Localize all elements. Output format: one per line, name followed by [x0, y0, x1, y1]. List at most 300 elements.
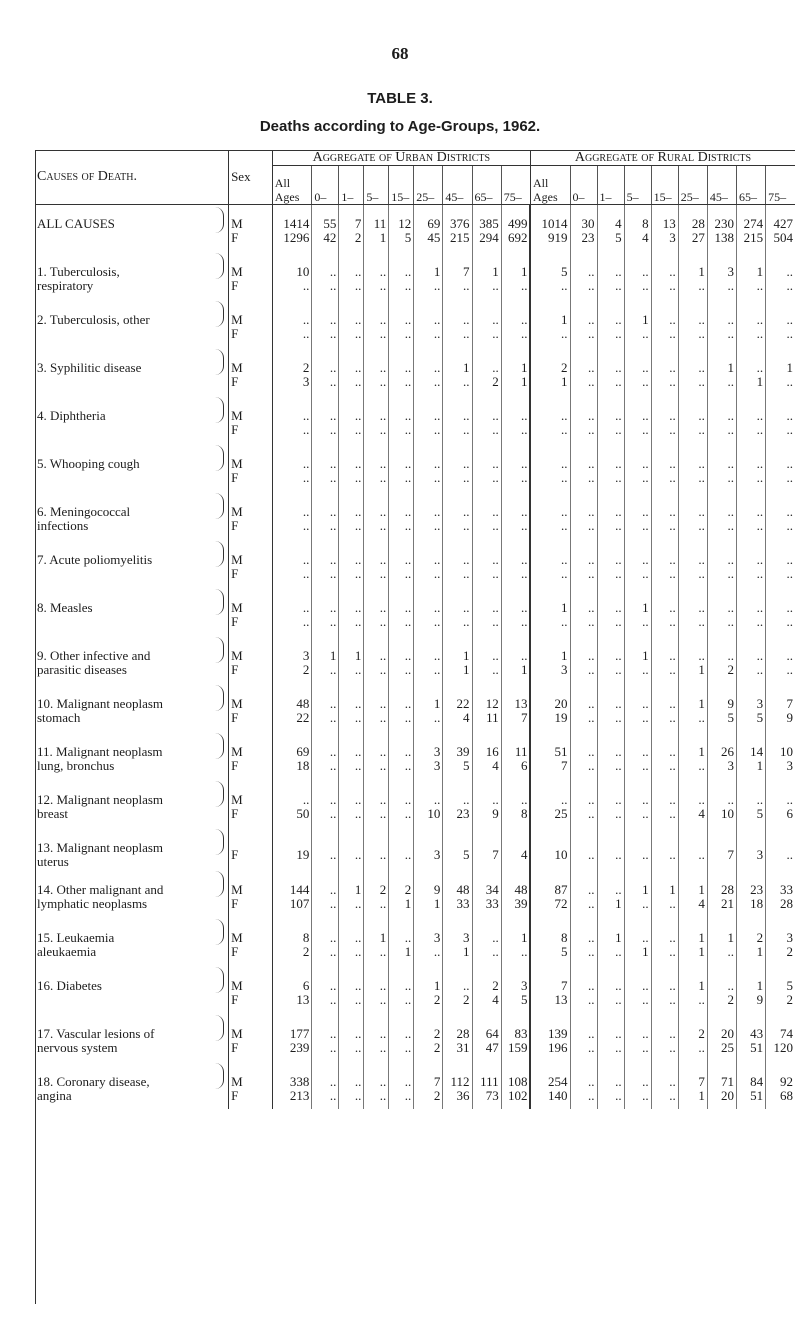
- urban-value-cell: ..: [364, 519, 389, 539]
- cause-name: 18. Coronary disease,: [37, 1074, 150, 1089]
- urban-value-cell: ..: [414, 471, 443, 491]
- rural-value-cell: ..: [766, 395, 795, 423]
- urban-value-cell: ..: [501, 471, 530, 491]
- rural-value-cell: 7: [530, 759, 570, 779]
- table-row: [35, 869, 795, 897]
- urban-value-cell: ..: [389, 807, 414, 827]
- urban-value-cell: 73: [472, 1089, 501, 1109]
- rural-value-cell: 1: [597, 897, 624, 917]
- rural-value-cell: ..: [736, 395, 765, 423]
- urban-value-cell: ..: [443, 443, 472, 471]
- rural-value-cell: ..: [766, 663, 795, 683]
- urban-value-cell: ..: [312, 759, 339, 779]
- rural-value-cell: ..: [707, 539, 736, 567]
- urban-value-cell: ..: [364, 759, 389, 779]
- urban-value-cell: ..: [472, 917, 501, 945]
- rural-value-cell: ..: [597, 1041, 624, 1061]
- urban-value-cell: 1414: [272, 205, 312, 232]
- rural-value-cell: 1: [736, 759, 765, 779]
- cause-label: [35, 965, 229, 1013]
- sex-cell: F: [229, 519, 273, 539]
- rural-value-cell: 10: [707, 807, 736, 827]
- rural-value-cell: ..: [678, 993, 707, 1013]
- rural-value-cell: ..: [597, 375, 624, 395]
- rural-value-cell: 215: [736, 231, 765, 251]
- urban-value-cell: ..: [312, 945, 339, 965]
- rural-value-cell: ..: [530, 471, 570, 491]
- urban-value-cell: ..: [339, 615, 364, 635]
- urban-value-cell: ..: [339, 807, 364, 827]
- rural-value-cell: 5: [530, 251, 570, 279]
- urban-value-cell: ..: [312, 993, 339, 1013]
- urban-value-cell: ..: [364, 897, 389, 917]
- rural-value-cell: ..: [530, 443, 570, 471]
- rural-value-cell: 139: [530, 1013, 570, 1041]
- urban-value-cell: ..: [272, 443, 312, 471]
- rural-value-cell: 504: [766, 231, 795, 251]
- urban-value-cell: 1: [443, 347, 472, 375]
- urban-value-cell: 111: [472, 1061, 501, 1089]
- rural-value-cell: ..: [736, 615, 765, 635]
- rural-value-cell: ..: [570, 635, 597, 663]
- urban-value-cell: 1: [443, 635, 472, 663]
- rural-value-cell: ..: [736, 327, 765, 347]
- rural-value-cell: 1: [736, 375, 765, 395]
- rural-value-cell: 23: [736, 869, 765, 897]
- table-row: [35, 731, 795, 759]
- urban-value-cell: ..: [389, 663, 414, 683]
- urban-value-cell: ..: [501, 587, 530, 615]
- urban-value-cell: ..: [414, 375, 443, 395]
- urban-value-cell: 5: [501, 993, 530, 1013]
- urban-value-cell: 23: [443, 807, 472, 827]
- rural-value-cell: ..: [530, 567, 570, 587]
- sex-cell: F: [229, 711, 273, 731]
- urban-value-cell: 2: [414, 993, 443, 1013]
- rural-value-cell: 1014: [530, 205, 570, 232]
- urban-value-cell: ..: [472, 327, 501, 347]
- rural-value-cell: ..: [766, 615, 795, 635]
- urban-value-cell: ..: [501, 395, 530, 423]
- rural-value-cell: 10: [766, 731, 795, 759]
- urban-value-cell: 11: [472, 711, 501, 731]
- urban-value-cell: 11: [501, 731, 530, 759]
- urban-value-cell: 18: [272, 759, 312, 779]
- rural-value-cell: 1: [678, 945, 707, 965]
- rural-value-cell: 1: [651, 869, 678, 897]
- rural-value-cell: 230: [707, 205, 736, 232]
- cause-name: 17. Vascular lesions of: [37, 1026, 155, 1041]
- rural-value-cell: ..: [597, 711, 624, 731]
- urban-value-cell: ..: [472, 587, 501, 615]
- sex-cell: M: [229, 731, 273, 759]
- urban-value-cell: 1: [364, 917, 389, 945]
- cause-name: 5. Whooping cough: [37, 456, 140, 471]
- urban-value-cell: ..: [312, 471, 339, 491]
- urban-value-cell: ..: [364, 395, 389, 423]
- urban-value-cell: 239: [272, 1041, 312, 1061]
- cause-name-continued: uterus: [37, 854, 69, 869]
- cause-name: 8. Measles: [37, 600, 93, 615]
- rural-value-cell: ..: [736, 491, 765, 519]
- table-title: TABLE 3.: [367, 90, 433, 107]
- urban-value-cell: ..: [501, 945, 530, 965]
- cause-name: 16. Diabetes: [37, 978, 102, 993]
- rural-value-cell: ..: [624, 519, 651, 539]
- urban-value-cell: ..: [414, 443, 443, 471]
- rural-value-cell: ..: [530, 539, 570, 567]
- urban-value-cell: 1: [364, 231, 389, 251]
- sex-cell: F: [229, 897, 273, 917]
- urban-value-cell: ..: [339, 711, 364, 731]
- urban-value-cell: ..: [272, 299, 312, 327]
- urban-age-header: 0–: [312, 166, 339, 205]
- rural-value-cell: 7: [678, 1061, 707, 1089]
- urban-value-cell: 1: [501, 375, 530, 395]
- urban-value-cell: ..: [339, 1061, 364, 1089]
- urban-value-cell: ..: [364, 683, 389, 711]
- rural-value-cell: ..: [651, 347, 678, 375]
- sex-cell: M: [229, 251, 273, 279]
- rural-value-cell: ..: [678, 519, 707, 539]
- urban-value-cell: 3: [414, 827, 443, 869]
- urban-value-cell: ..: [272, 327, 312, 347]
- rural-value-cell: ..: [766, 519, 795, 539]
- urban-value-cell: ..: [443, 299, 472, 327]
- urban-value-cell: ..: [339, 827, 364, 869]
- rural-value-cell: 1: [530, 299, 570, 327]
- rural-value-cell: 9: [736, 993, 765, 1013]
- cause-name: 1. Tuberculosis,: [37, 264, 120, 279]
- urban-value-cell: ..: [272, 539, 312, 567]
- rural-value-cell: 1: [678, 663, 707, 683]
- rural-value-cell: ..: [624, 251, 651, 279]
- table-row: [35, 827, 795, 869]
- urban-value-cell: ..: [414, 945, 443, 965]
- urban-value-cell: ..: [443, 395, 472, 423]
- urban-value-cell: 2: [272, 945, 312, 965]
- urban-value-cell: 2: [472, 965, 501, 993]
- urban-value-cell: 2: [443, 993, 472, 1013]
- urban-value-cell: ..: [312, 327, 339, 347]
- rural-value-cell: 9: [707, 683, 736, 711]
- rural-value-cell: ..: [707, 443, 736, 471]
- table-row: [35, 347, 795, 375]
- urban-value-cell: 1: [339, 635, 364, 663]
- urban-value-cell: ..: [339, 587, 364, 615]
- rural-value-cell: ..: [651, 759, 678, 779]
- cause-name: 15. Leukaemia: [37, 930, 115, 945]
- rural-value-cell: 1: [530, 375, 570, 395]
- rural-value-cell: ..: [597, 423, 624, 443]
- rural-value-cell: 1: [678, 1089, 707, 1109]
- rural-value-cell: ..: [736, 587, 765, 615]
- urban-value-cell: 2: [472, 375, 501, 395]
- rural-value-cell: ..: [624, 539, 651, 567]
- urban-value-cell: 3: [501, 965, 530, 993]
- sex-cell: F: [229, 827, 273, 869]
- urban-value-cell: ..: [389, 779, 414, 807]
- urban-value-cell: ..: [312, 663, 339, 683]
- urban-value-cell: ..: [339, 539, 364, 567]
- rural-value-cell: ..: [597, 491, 624, 519]
- urban-value-cell: ..: [312, 251, 339, 279]
- rural-value-cell: ..: [707, 945, 736, 965]
- table-row: [35, 299, 795, 327]
- urban-value-cell: 102: [501, 1089, 530, 1109]
- rural-value-cell: ..: [651, 663, 678, 683]
- rural-value-cell: ..: [707, 587, 736, 615]
- rural-value-cell: ..: [597, 635, 624, 663]
- urban-value-cell: ..: [414, 587, 443, 615]
- rural-value-cell: 1: [678, 683, 707, 711]
- urban-value-cell: ..: [312, 897, 339, 917]
- cause-label: [35, 539, 229, 587]
- urban-value-cell: ..: [272, 615, 312, 635]
- rural-value-cell: ..: [651, 807, 678, 827]
- urban-value-cell: ..: [389, 759, 414, 779]
- urban-value-cell: 5: [443, 759, 472, 779]
- rural-value-cell: 14: [736, 731, 765, 759]
- urban-value-cell: 4: [472, 759, 501, 779]
- urban-value-cell: ..: [272, 567, 312, 587]
- rural-value-cell: ..: [678, 375, 707, 395]
- rural-value-cell: ..: [651, 299, 678, 327]
- urban-value-cell: 7: [501, 711, 530, 731]
- rural-value-cell: 20: [707, 1089, 736, 1109]
- rural-value-cell: ..: [651, 965, 678, 993]
- urban-value-cell: ..: [312, 615, 339, 635]
- cause-name: 14. Other malignant and: [37, 882, 164, 897]
- rural-value-cell: ..: [570, 731, 597, 759]
- sex-cell: M: [229, 299, 273, 327]
- rural-value-cell: ..: [678, 1041, 707, 1061]
- rural-value-cell: ..: [624, 347, 651, 375]
- urban-value-cell: ..: [312, 375, 339, 395]
- rural-value-cell: ..: [766, 567, 795, 587]
- rural-value-cell: 140: [530, 1089, 570, 1109]
- rural-value-cell: ..: [624, 567, 651, 587]
- urban-value-cell: ..: [472, 663, 501, 683]
- rural-value-cell: 68: [766, 1089, 795, 1109]
- rural-value-cell: 1: [678, 731, 707, 759]
- rural-value-cell: 254: [530, 1061, 570, 1089]
- rural-value-cell: 1: [736, 251, 765, 279]
- table-row: [35, 635, 795, 663]
- rural-value-cell: ..: [651, 375, 678, 395]
- urban-value-cell: 10: [272, 251, 312, 279]
- urban-value-cell: 1: [501, 251, 530, 279]
- causes-header: Causes of Death.: [35, 150, 229, 205]
- rural-value-cell: 4: [597, 205, 624, 232]
- rural-value-cell: ..: [678, 635, 707, 663]
- urban-value-cell: 2: [339, 231, 364, 251]
- cause-label: [35, 683, 229, 731]
- rural-value-cell: 1: [736, 945, 765, 965]
- rural-value-cell: ..: [624, 711, 651, 731]
- rural-value-cell: ..: [624, 375, 651, 395]
- rural-value-cell: ..: [651, 827, 678, 869]
- urban-value-cell: ..: [389, 423, 414, 443]
- urban-value-cell: ..: [312, 443, 339, 471]
- rural-value-cell: ..: [651, 1089, 678, 1109]
- cause-name-continued: angina: [37, 1088, 72, 1103]
- urban-value-cell: ..: [472, 395, 501, 423]
- urban-value-cell: ..: [414, 663, 443, 683]
- rural-value-cell: ..: [530, 779, 570, 807]
- table-row: [35, 917, 795, 945]
- urban-value-cell: ..: [312, 587, 339, 615]
- rural-value-cell: ..: [624, 395, 651, 423]
- sex-cell: F: [229, 993, 273, 1013]
- urban-value-cell: ..: [312, 539, 339, 567]
- rural-value-cell: ..: [624, 993, 651, 1013]
- urban-value-cell: 4: [501, 827, 530, 869]
- rural-value-cell: ..: [624, 1041, 651, 1061]
- urban-value-cell: ..: [364, 1013, 389, 1041]
- rural-value-cell: 23: [570, 231, 597, 251]
- rural-value-cell: 2: [707, 663, 736, 683]
- rural-value-cell: ..: [570, 917, 597, 945]
- rural-value-cell: 2: [707, 993, 736, 1013]
- urban-value-cell: ..: [364, 1041, 389, 1061]
- rural-value-cell: ..: [570, 683, 597, 711]
- rural-value-cell: 5: [530, 945, 570, 965]
- urban-value-cell: ..: [414, 299, 443, 327]
- urban-value-cell: ..: [339, 395, 364, 423]
- urban-value-cell: 177: [272, 1013, 312, 1041]
- urban-value-cell: ..: [339, 327, 364, 347]
- rural-value-cell: ..: [651, 917, 678, 945]
- urban-value-cell: ..: [339, 917, 364, 945]
- rural-value-cell: 84: [736, 1061, 765, 1089]
- rural-value-cell: ..: [570, 519, 597, 539]
- urban-value-cell: 376: [443, 205, 472, 232]
- urban-value-cell: 22: [272, 711, 312, 731]
- rural-value-cell: ..: [678, 299, 707, 327]
- rural-value-cell: ..: [736, 299, 765, 327]
- cause-name: 2. Tuberculosis, other: [37, 312, 150, 327]
- rural-value-cell: 9: [766, 711, 795, 731]
- cause-name-continued: breast: [37, 806, 69, 821]
- rural-value-cell: 3: [651, 231, 678, 251]
- urban-value-cell: ..: [339, 993, 364, 1013]
- rural-value-cell: 1: [530, 635, 570, 663]
- rural-value-cell: 3: [736, 683, 765, 711]
- rural-value-cell: ..: [707, 519, 736, 539]
- rural-value-cell: 2: [766, 993, 795, 1013]
- rural-value-cell: 51: [736, 1041, 765, 1061]
- rural-value-cell: ..: [651, 945, 678, 965]
- cause-label: [35, 395, 229, 443]
- urban-value-cell: 3: [272, 375, 312, 395]
- rural-value-cell: ..: [651, 327, 678, 347]
- urban-value-cell: ..: [364, 567, 389, 587]
- rural-value-cell: ..: [530, 395, 570, 423]
- urban-value-cell: ..: [501, 615, 530, 635]
- sex-cell: F: [229, 807, 273, 827]
- rural-value-cell: ..: [736, 567, 765, 587]
- rural-value-cell: ..: [651, 491, 678, 519]
- urban-value-cell: ..: [443, 615, 472, 635]
- rural-value-cell: ..: [597, 347, 624, 375]
- cause-name-continued: aleukaemia: [37, 944, 97, 959]
- urban-value-cell: ..: [364, 615, 389, 635]
- urban-value-cell: ..: [389, 1013, 414, 1041]
- urban-value-cell: ..: [339, 1013, 364, 1041]
- rural-value-cell: ..: [570, 1089, 597, 1109]
- table-row: [35, 491, 795, 519]
- urban-value-cell: ..: [472, 471, 501, 491]
- urban-value-cell: ..: [414, 327, 443, 347]
- urban-value-cell: ..: [339, 491, 364, 519]
- urban-value-cell: 36: [443, 1089, 472, 1109]
- urban-value-cell: ..: [472, 945, 501, 965]
- urban-value-cell: ..: [414, 615, 443, 635]
- urban-value-cell: 1: [414, 683, 443, 711]
- urban-value-cell: ..: [389, 279, 414, 299]
- rural-value-cell: ..: [707, 635, 736, 663]
- cause-label: [35, 731, 229, 779]
- rural-value-cell: ..: [570, 869, 597, 897]
- urban-value-cell: ..: [312, 347, 339, 375]
- rural-value-cell: ..: [570, 423, 597, 443]
- rural-value-cell: 20: [530, 683, 570, 711]
- sex-cell: F: [229, 615, 273, 635]
- rural-value-cell: 1: [624, 299, 651, 327]
- rural-value-cell: ..: [597, 519, 624, 539]
- sex-cell: M: [229, 491, 273, 519]
- rural-value-cell: ..: [570, 539, 597, 567]
- rural-value-cell: ..: [678, 491, 707, 519]
- rural-value-cell: ..: [651, 423, 678, 443]
- urban-value-cell: 42: [312, 231, 339, 251]
- urban-value-cell: ..: [364, 663, 389, 683]
- rural-value-cell: 138: [707, 231, 736, 251]
- rural-value-cell: 87: [530, 869, 570, 897]
- urban-value-cell: ..: [389, 471, 414, 491]
- cause-label: [35, 347, 229, 395]
- rural-value-cell: 3: [766, 759, 795, 779]
- urban-value-cell: ..: [312, 1061, 339, 1089]
- urban-value-cell: ..: [312, 423, 339, 443]
- table-row: [35, 779, 795, 807]
- urban-value-cell: ..: [472, 539, 501, 567]
- rural-value-cell: 1: [530, 587, 570, 615]
- urban-value-cell: 11: [364, 205, 389, 232]
- urban-value-cell: ..: [389, 519, 414, 539]
- rural-value-cell: ..: [624, 779, 651, 807]
- urban-value-cell: 69: [272, 731, 312, 759]
- urban-value-cell: ..: [443, 539, 472, 567]
- rural-value-cell: 7: [530, 965, 570, 993]
- sex-cell: F: [229, 471, 273, 491]
- rural-value-cell: 1: [678, 917, 707, 945]
- rural-value-cell: ..: [736, 279, 765, 299]
- urban-value-cell: ..: [339, 279, 364, 299]
- urban-value-cell: ..: [364, 251, 389, 279]
- cause-label: [35, 635, 229, 683]
- rural-value-cell: ..: [597, 251, 624, 279]
- rural-value-cell: 28: [707, 869, 736, 897]
- rural-value-cell: 1: [624, 635, 651, 663]
- urban-value-cell: ..: [389, 251, 414, 279]
- urban-value-cell: ..: [501, 779, 530, 807]
- rural-value-cell: ..: [624, 471, 651, 491]
- cause-label: [35, 827, 229, 869]
- rural-value-cell: ..: [707, 423, 736, 443]
- urban-value-cell: ..: [339, 1089, 364, 1109]
